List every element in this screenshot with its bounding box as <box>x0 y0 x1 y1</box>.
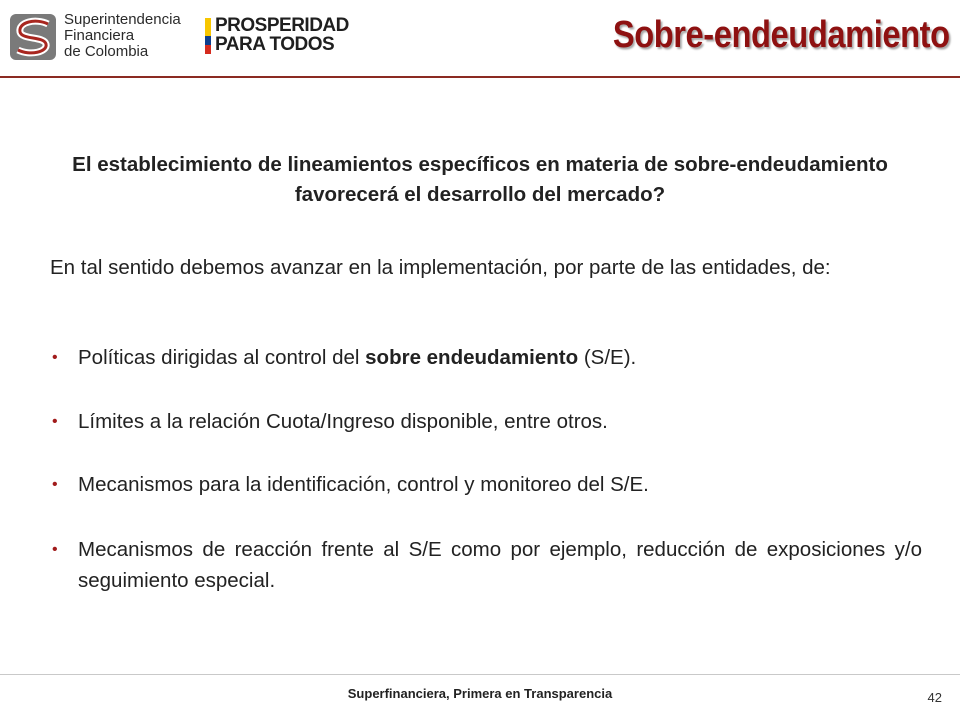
bullet-dot-icon: • <box>52 349 58 366</box>
colombia-flag-icon <box>205 18 211 54</box>
bullet-dot-icon: • <box>52 476 58 493</box>
bullet-item-2 <box>50 406 922 437</box>
superintendencia-logo-text: Superintendencia Financiera de Colombia <box>64 11 181 60</box>
slide-title: Sobre-endeudamiento <box>613 14 950 56</box>
footer-tagline: Superfinanciera, Primera en Transparencia <box>347 686 613 701</box>
prosperidad-para-todos-logo <box>205 16 350 60</box>
footer-divider <box>0 674 960 675</box>
slogan-line-2: PARA TODOS <box>215 34 335 55</box>
bullet-item-4 <box>50 534 922 596</box>
bullet-text: Mecanismos de reacción frente al S/E como por ejemplo, reducción de exposiciones y/o seguimiento especial. <box>78 538 922 592</box>
bullet-text: Políticas dirigidas al control del sobre endeudamiento (S/E). <box>78 346 637 369</box>
bullet-dot-icon: • <box>52 413 58 430</box>
intro-paragraph: En tal sentido debemos avanzar en la implementación, por parte de las entidades, de: <box>50 256 831 279</box>
header-divider <box>0 76 960 78</box>
slogan-line-1: PROSPERIDAD <box>215 15 349 36</box>
bullet-item-3 <box>50 469 922 500</box>
superintendencia-emblem-icon <box>8 12 58 62</box>
bullet-text: Límites a la relación Cuota/Ingreso disponible, entre otros. <box>78 410 608 433</box>
superintendencia-logo <box>8 11 181 64</box>
bullet-item-1 <box>50 342 922 373</box>
bullet-dot-icon: • <box>52 541 58 558</box>
bullet-text: Mecanismos para la identificación, control y monitoreo del S/E. <box>78 473 649 496</box>
bullet-emphasis: sobre endeudamiento <box>365 346 579 369</box>
page-number: 42 <box>927 690 942 705</box>
lead-question: El establecimiento de lineamientos específicos en materia de sobre-endeudamiento favorecerá el desarrollo del mercado? <box>72 153 888 206</box>
